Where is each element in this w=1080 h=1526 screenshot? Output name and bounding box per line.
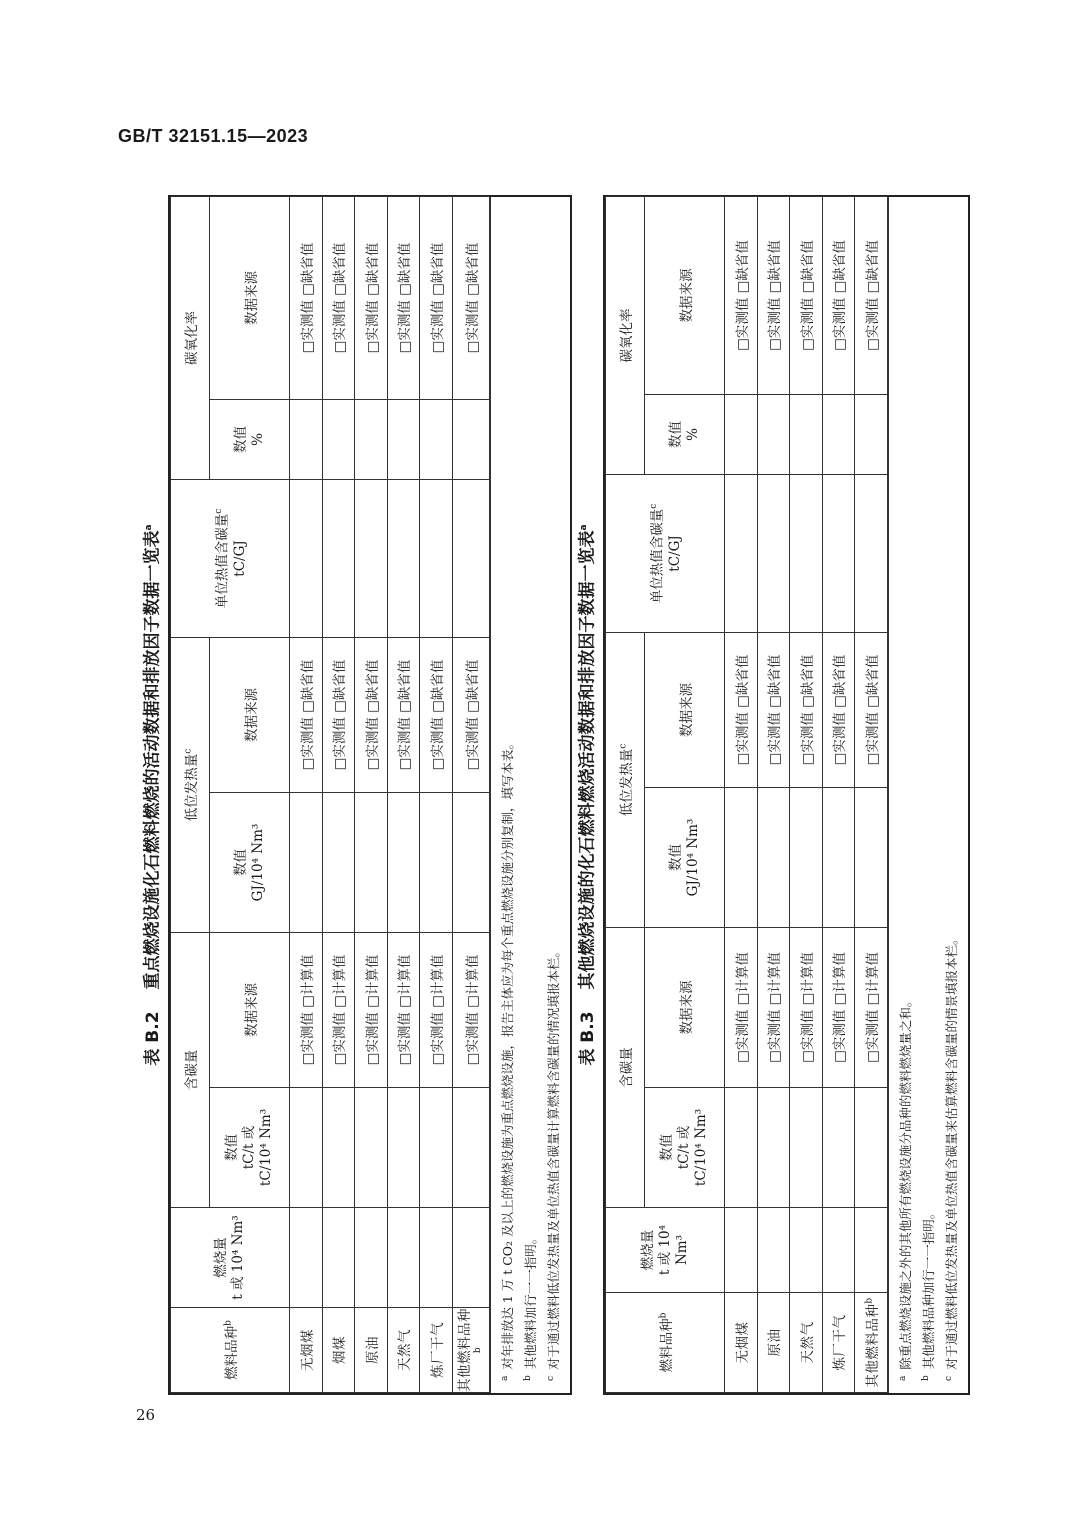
footnote: $^b$其他燃料加行一一指明。 <box>523 1231 539 1381</box>
checkbox-group[interactable]: □实测值 □缺省值 <box>355 196 388 399</box>
checkbox-group[interactable]: □实测值 □计算值 <box>420 933 453 1088</box>
footnote: $^a$对年排放达 1 万 t CO₂ 及以上的燃烧设施为重点燃烧设施，报告主体应为每个重点燃烧设施分别复制，填写本表。 <box>500 736 516 1381</box>
checkbox-group[interactable]: □实测值 □计算值 <box>322 933 355 1088</box>
checkbox-group[interactable]: □实测值 □缺省值 <box>822 196 855 394</box>
checkbox-group[interactable]: □实测值 □缺省值 <box>355 637 388 792</box>
table-b2 <box>168 195 572 1395</box>
ncv-value-cell[interactable] <box>355 793 388 933</box>
standard-code: GB/T 32151.15—2023 <box>118 126 309 146</box>
caption-title: 其他燃烧设施的化石燃料燃烧活动数据和排放因子数据一览表 <box>577 530 598 990</box>
oxidation-value-cell[interactable] <box>452 399 490 479</box>
carbon-per-heat-cell[interactable] <box>355 479 388 637</box>
checkbox-group[interactable]: □实测值 □缺省值 <box>387 196 420 399</box>
carbon-value-cell[interactable] <box>822 1088 855 1208</box>
table-b2-caption: 表 B.2重点燃烧设施化石燃料燃烧的活动数据和排放因子数据一览表$^a$ <box>142 524 163 1066</box>
carbon-per-heat-cell[interactable] <box>452 479 490 637</box>
oxidation-value-cell[interactable] <box>725 394 758 474</box>
page-number: 26 <box>136 1406 156 1424</box>
carbon-per-heat-cell[interactable] <box>790 474 823 632</box>
col-oxidation: 碳氧化率 <box>171 196 210 479</box>
col-fuel-type: 燃料品种$^b$ <box>606 1293 725 1393</box>
carbon-value-cell[interactable] <box>757 1088 790 1208</box>
table-row <box>725 196 758 1392</box>
col-carbon-source: 数据来源 <box>645 928 725 1088</box>
checkbox-group[interactable]: □实测值 □缺省值 <box>725 632 758 787</box>
consumption-cell[interactable] <box>290 1208 323 1308</box>
table-row <box>855 196 888 1392</box>
oxidation-value-cell[interactable] <box>855 394 888 474</box>
checkbox-group[interactable]: □实测值 □缺省值 <box>757 632 790 787</box>
oxidation-value-cell[interactable] <box>420 399 453 479</box>
carbon-value-cell[interactable] <box>420 1088 453 1208</box>
consumption-cell[interactable] <box>322 1208 355 1308</box>
checkbox-group[interactable]: □实测值 □缺省值 <box>290 196 323 399</box>
ncv-value-cell[interactable] <box>290 793 323 933</box>
footnote: $^a$除重点燃烧设施之外的其他所有燃烧设施分品种的燃料燃烧量之和。 <box>897 994 913 1381</box>
ncv-value-cell[interactable] <box>822 788 855 928</box>
table-b2-block <box>130 195 572 1395</box>
checkbox-group[interactable]: □实测值 □缺省值 <box>420 637 453 792</box>
col-carbon-per-heat: 单位热值含碳量$^c$ tC/GJ <box>606 474 725 632</box>
fuel-anthracite: 无烟煤 <box>725 1293 758 1393</box>
col-oxidation-value: 数值 % <box>645 394 725 474</box>
consumption-cell[interactable] <box>355 1208 388 1308</box>
col-oxidation-source: 数据来源 <box>210 196 290 399</box>
table-b2-notes <box>490 197 570 1393</box>
ncv-value-cell[interactable] <box>790 788 823 928</box>
table-row <box>452 196 490 1392</box>
checkbox-group[interactable]: □实测值 □缺省值 <box>322 196 355 399</box>
fuel-refinery-gas: 炼厂干气 <box>420 1308 453 1393</box>
carbon-value-cell[interactable] <box>790 1088 823 1208</box>
consumption-cell[interactable] <box>420 1208 453 1308</box>
oxidation-value-cell[interactable] <box>822 394 855 474</box>
col-fuel-type: 燃料品种$^b$ <box>171 1308 290 1393</box>
checkbox-group[interactable]: □实测值 □计算值 <box>355 933 388 1088</box>
ncv-value-cell[interactable] <box>452 793 490 933</box>
carbon-per-heat-cell[interactable] <box>757 474 790 632</box>
col-carbon-content: 含碳量 <box>606 928 645 1208</box>
col-oxidation-value: 数值 % <box>210 399 290 479</box>
consumption-cell[interactable] <box>725 1208 758 1293</box>
col-ncv-value: 数值 GJ/10⁴ Nm³ <box>210 793 290 933</box>
footnote: $^c$对于通过燃料低位发热量及单位热值含碳量计算燃料含碳量的情况填报本栏。 <box>546 944 562 1381</box>
carbon-per-heat-cell[interactable] <box>855 474 888 632</box>
ncv-value-cell[interactable] <box>420 793 453 933</box>
table-row <box>757 196 790 1392</box>
fuel-natural-gas: 天然气 <box>790 1293 823 1393</box>
carbon-per-heat-cell[interactable] <box>290 479 323 637</box>
checkbox-group[interactable]: □实测值 □计算值 <box>757 928 790 1088</box>
col-ncv-source: 数据来源 <box>210 637 290 792</box>
table-b3-notes <box>888 197 968 1393</box>
oxidation-value-cell[interactable] <box>290 399 323 479</box>
oxidation-value-cell[interactable] <box>355 399 388 479</box>
fuel-refinery-gas: 炼厂干气 <box>822 1293 855 1393</box>
col-carbon-source: 数据来源 <box>210 933 290 1088</box>
col-carbon-content: 含碳量 <box>171 933 210 1208</box>
checkbox-group[interactable]: □实测值 □计算值 <box>387 933 420 1088</box>
table-row <box>420 196 453 1392</box>
carbon-value-cell[interactable] <box>322 1088 355 1208</box>
col-ncv-value: 数值 GJ/10⁴ Nm³ <box>645 788 725 928</box>
col-carbon-per-heat: 单位热值含碳量$^c$ tC/GJ <box>171 479 290 637</box>
ncv-value-cell[interactable] <box>855 788 888 928</box>
table-b3-caption: 表 B.3其他燃烧设施的化石燃料燃烧活动数据和排放因子数据一览表$^a$ <box>577 524 598 1066</box>
ncv-value-cell[interactable] <box>322 793 355 933</box>
oxidation-value-cell[interactable] <box>387 399 420 479</box>
table-row <box>822 196 855 1392</box>
table-row <box>290 196 323 1392</box>
carbon-value-cell[interactable] <box>855 1088 888 1208</box>
checkbox-group[interactable]: □实测值 □缺省值 <box>822 632 855 787</box>
carbon-value-cell[interactable] <box>387 1088 420 1208</box>
table-row <box>322 196 355 1392</box>
consumption-cell[interactable] <box>822 1208 855 1293</box>
carbon-per-heat-cell[interactable] <box>322 479 355 637</box>
carbon-value-cell[interactable] <box>725 1088 758 1208</box>
col-carbon-value: 数值 tC/t 或 tC/10⁴ Nm³ <box>645 1088 725 1208</box>
col-consumption: 燃烧量 t 或 10⁴ Nm³ <box>171 1208 290 1308</box>
oxidation-value-cell[interactable] <box>790 394 823 474</box>
col-carbon-value: 数值 tC/t 或 tC/10⁴ Nm³ <box>210 1088 290 1208</box>
checkbox-group[interactable]: □实测值 □缺省值 <box>855 196 888 394</box>
caption-title: 重点燃烧设施化石燃料燃烧的活动数据和排放因子数据一览表 <box>142 530 163 990</box>
carbon-value-cell[interactable] <box>290 1088 323 1208</box>
table-row <box>387 196 420 1392</box>
checkbox-group[interactable]: □实测值 □缺省值 <box>387 637 420 792</box>
checkbox-group[interactable]: □实测值 □计算值 <box>725 928 758 1088</box>
consumption-cell[interactable] <box>452 1208 490 1308</box>
col-ncv-source: 数据来源 <box>645 632 725 787</box>
checkbox-group[interactable]: □实测值 □缺省值 <box>855 632 888 787</box>
col-ncv: 低位发热量$^c$ <box>171 637 210 932</box>
col-oxidation: 碳氧化率 <box>606 196 645 474</box>
fuel-other: 其他燃料品种$^b$ <box>452 1308 490 1393</box>
checkbox-group[interactable]: □实测值 □计算值 <box>290 933 323 1088</box>
checkbox-group[interactable]: □实测值 □计算值 <box>452 933 490 1088</box>
footnote: $^c$对于通过燃料低位发热量及单位热值含碳量来估算燃料含碳量的情景填报本栏。 <box>943 932 959 1381</box>
col-oxidation-source: 数据来源 <box>645 196 725 394</box>
checkbox-group[interactable]: □实测值 □缺省值 <box>452 196 490 399</box>
checkbox-group[interactable]: □实测值 □缺省值 <box>322 637 355 792</box>
checkbox-group[interactable]: □实测值 □缺省值 <box>725 196 758 394</box>
table-b3 <box>603 195 970 1395</box>
consumption-cell[interactable] <box>855 1208 888 1293</box>
carbon-per-heat-cell[interactable] <box>822 474 855 632</box>
checkbox-group[interactable]: □实测值 □计算值 <box>822 928 855 1088</box>
table-row <box>790 196 823 1392</box>
carbon-per-heat-cell[interactable] <box>420 479 453 637</box>
oxidation-value-cell[interactable] <box>757 394 790 474</box>
checkbox-group[interactable]: □实测值 □计算值 <box>790 928 823 1088</box>
fuel-crude-oil: 原油 <box>355 1308 388 1393</box>
table-row <box>355 196 388 1392</box>
ncv-value-cell[interactable] <box>725 788 758 928</box>
consumption-cell[interactable] <box>387 1208 420 1308</box>
consumption-cell[interactable] <box>790 1208 823 1293</box>
fuel-crude-oil: 原油 <box>757 1293 790 1393</box>
caption-number: 表 B.3 <box>577 1011 598 1066</box>
fuel-natural-gas: 天然气 <box>387 1308 420 1393</box>
table-b3-block <box>565 195 970 1395</box>
checkbox-group[interactable]: □实测值 □缺省值 <box>790 196 823 394</box>
checkbox-group[interactable]: □实测值 □缺省值 <box>420 196 453 399</box>
col-ncv: 低位发热量$^c$ <box>606 632 645 927</box>
ncv-value-cell[interactable] <box>757 788 790 928</box>
checkbox-group[interactable]: □实测值 □缺省值 <box>452 637 490 792</box>
checkbox-group[interactable]: □实测值 □缺省值 <box>757 196 790 394</box>
oxidation-value-cell[interactable] <box>322 399 355 479</box>
checkbox-group[interactable]: □实测值 □缺省值 <box>290 637 323 792</box>
carbon-per-heat-cell[interactable] <box>387 479 420 637</box>
fuel-bituminous: 烟煤 <box>322 1308 355 1393</box>
carbon-value-cell[interactable] <box>452 1088 490 1208</box>
consumption-cell[interactable] <box>757 1208 790 1293</box>
col-consumption: 燃烧量 t 或 10⁴ Nm³ <box>606 1208 725 1293</box>
checkbox-group[interactable]: □实测值 □计算值 <box>855 928 888 1088</box>
carbon-value-cell[interactable] <box>355 1088 388 1208</box>
footnote: $^b$其他燃料品种加行一一指明。 <box>920 1206 936 1381</box>
caption-number: 表 B.2 <box>142 1011 163 1066</box>
fuel-other: 其他燃料品种$^b$ <box>855 1293 888 1393</box>
carbon-per-heat-cell[interactable] <box>725 474 758 632</box>
ncv-value-cell[interactable] <box>387 793 420 933</box>
fuel-anthracite: 无烟煤 <box>290 1308 323 1393</box>
checkbox-group[interactable]: □实测值 □缺省值 <box>790 632 823 787</box>
